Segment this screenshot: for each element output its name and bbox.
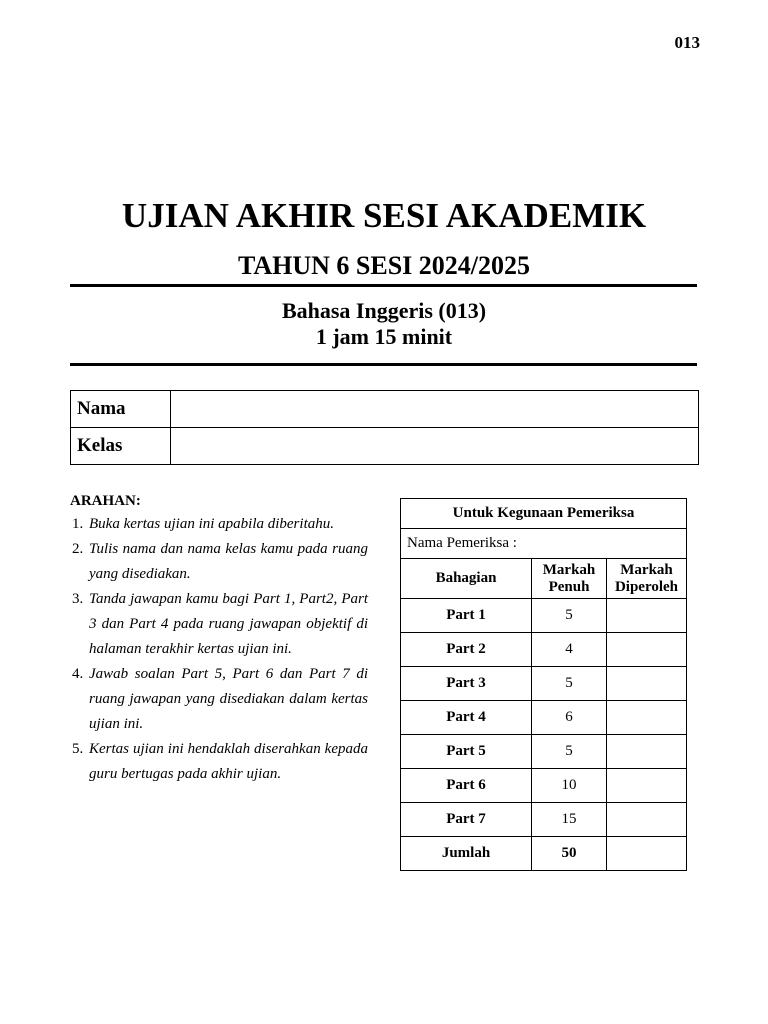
full-marks: 15 xyxy=(532,803,607,837)
total-obtained-cell[interactable] xyxy=(607,837,687,871)
instruction-text: Buka kertas ujian ini apabila diberitahu. xyxy=(89,516,334,532)
instruction-text: Kertas ujian ini hendaklah diserahkan kepada guru bertugas pada akhir ujian. xyxy=(89,741,368,782)
total-label: Jumlah xyxy=(401,837,532,871)
instruction-text: Jawab soalan Part 5, Part 6 dan Part 7 di ruang jawapan yang disediakan dalam kertas ujian ini. xyxy=(89,666,368,732)
table-row xyxy=(401,769,687,803)
obtained-marks-cell[interactable] xyxy=(607,667,687,701)
examiner-name-field[interactable]: Nama Pemeriksa : xyxy=(401,529,687,559)
part-label: Part 2 xyxy=(401,633,532,667)
part-label: Part 1 xyxy=(401,599,532,633)
student-class-label: Kelas xyxy=(71,428,171,465)
full-marks: 4 xyxy=(532,633,607,667)
instruction-item xyxy=(70,587,368,662)
col-header-full-marks: Markah Penuh xyxy=(532,559,607,599)
paper-code: 013 xyxy=(674,33,700,52)
instruction-number: 4. xyxy=(72,666,84,682)
obtained-marks-cell[interactable] xyxy=(607,599,687,633)
obtained-marks-cell[interactable] xyxy=(607,735,687,769)
student-class-row xyxy=(71,428,699,465)
table-row xyxy=(401,701,687,735)
total-row xyxy=(401,837,687,871)
total-full-marks: 50 xyxy=(532,837,607,871)
table-row xyxy=(401,599,687,633)
part-label: Part 4 xyxy=(401,701,532,735)
instructions-heading: ARAHAN: xyxy=(70,493,141,509)
full-marks: 10 xyxy=(532,769,607,803)
col-header-obtained-marks: Markah Diperoleh xyxy=(607,559,687,599)
obtained-marks-cell[interactable] xyxy=(607,633,687,667)
table-row xyxy=(401,633,687,667)
instruction-number: 5. xyxy=(72,741,84,757)
col-header-section: Bahagian xyxy=(401,559,532,599)
full-marks: 5 xyxy=(532,735,607,769)
instruction-item xyxy=(70,737,368,787)
part-label: Part 6 xyxy=(401,769,532,803)
instruction-number: 1. xyxy=(72,516,84,532)
obtained-marks-cell[interactable] xyxy=(607,701,687,735)
student-class-field[interactable] xyxy=(171,428,699,465)
instruction-text: Tanda jawapan kamu bagi Part 1, Part2, Part 3 dan Part 4 pada ruang jawapan objektif di halaman terakhir kertas ujian ini. xyxy=(89,591,368,657)
full-marks: 5 xyxy=(532,599,607,633)
student-name-field[interactable] xyxy=(171,391,699,428)
instruction-number: 2. xyxy=(72,541,84,557)
instruction-item xyxy=(70,512,368,537)
full-marks: 6 xyxy=(532,701,607,735)
subject-duration: 1 jam 15 minit xyxy=(315,324,453,349)
student-name-label: Nama xyxy=(71,391,171,428)
full-marks: 5 xyxy=(532,667,607,701)
instruction-item xyxy=(70,537,368,587)
obtained-marks-cell[interactable] xyxy=(607,803,687,837)
part-label: Part 3 xyxy=(401,667,532,701)
exam-subtitle: TAHUN 6 SESI 2024/2025 xyxy=(237,251,531,280)
instructions-list xyxy=(70,512,368,787)
instruction-text: Tulis nama dan nama kelas kamu pada ruang yang disediakan. xyxy=(89,541,368,582)
obtained-marks-cell[interactable] xyxy=(607,769,687,803)
divider-top xyxy=(70,284,697,287)
table-row xyxy=(401,803,687,837)
instruction-item xyxy=(70,662,368,737)
subject-block xyxy=(0,298,768,350)
table-row xyxy=(401,667,687,701)
examiner-table xyxy=(400,498,687,871)
student-info-table xyxy=(70,390,699,465)
part-label: Part 7 xyxy=(401,803,532,837)
examiner-table-title: Untuk Kegunaan Pemeriksa xyxy=(401,499,687,529)
part-label: Part 5 xyxy=(401,735,532,769)
student-name-row xyxy=(71,391,699,428)
instruction-number: 3. xyxy=(72,591,84,607)
divider-bottom xyxy=(70,363,697,366)
table-row xyxy=(401,735,687,769)
subject-name: Bahasa Inggeris (013) xyxy=(281,298,487,323)
exam-title: UJIAN AKHIR SESI AKADEMIK xyxy=(121,196,647,235)
